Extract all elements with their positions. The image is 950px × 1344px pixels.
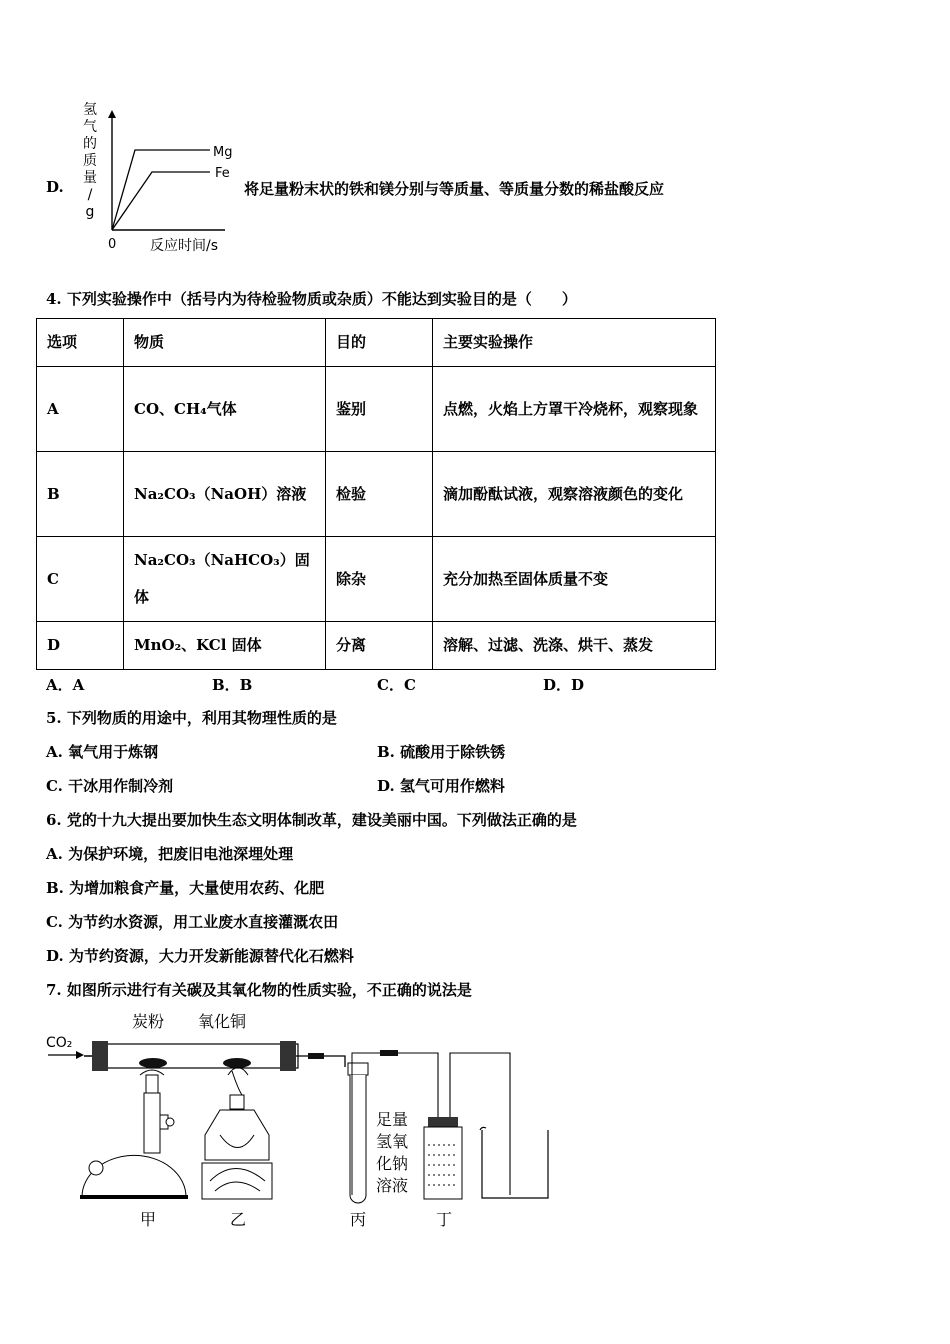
- chart-ylabel: [83, 102, 97, 220]
- carbon-powder: [139, 1058, 167, 1068]
- jia-label: 甲: [140, 1210, 157, 1229]
- series-fe-label: Fe: [215, 166, 230, 181]
- cuo-label: 氧化铜: [198, 1012, 247, 1031]
- q6-stem: 6. 党的十九大提出要加快生态文明体制改革，建设美丽中国。下列做法正确的是: [46, 811, 577, 829]
- operation-cell: 滴加酚酞试液，观察溶液颜色的变化: [433, 452, 716, 537]
- q6-option-b[interactable]: B. 为增加粮食产量，大量使用农药、化肥: [46, 879, 325, 897]
- chart-xlabel: 反应时间/s: [150, 238, 219, 254]
- y-axis-arrow: [108, 110, 116, 118]
- q4-table: [36, 318, 716, 670]
- q3d-text: 将足量粉末状的铁和镁分别与等质量、等质量分数的稀盐酸反应: [244, 180, 665, 198]
- yi-label: 乙: [230, 1210, 247, 1229]
- svg-text:化钠: 化钠: [376, 1154, 409, 1173]
- goal-cell: 分离: [326, 622, 433, 670]
- bing-label: 丙: [350, 1210, 367, 1229]
- q3d-label: D.: [46, 178, 64, 196]
- svg-text:溶液: 溶液: [376, 1176, 409, 1195]
- option-cell: B: [37, 452, 124, 537]
- operation-cell: 充分加热至固体质量不变: [433, 537, 716, 622]
- co2-label: CO₂: [46, 1035, 73, 1051]
- q6-option-c[interactable]: C. 为节约水资源，用工业废水直接灌溉农田: [46, 913, 339, 931]
- series-mg-label: Mg: [213, 145, 233, 160]
- chart-origin: 0: [108, 237, 117, 252]
- test-tube-bing: [348, 1057, 368, 1203]
- q5-option-c[interactable]: C. 干冰用作制冷剂: [46, 777, 174, 795]
- q6-option-a[interactable]: A. 为保护环境，把废旧电池深埋处理: [46, 845, 294, 863]
- lamp-yi: [202, 1068, 272, 1200]
- svg-text:氢气的质量/g: 氢气的质量/ g: [83, 102, 97, 220]
- beaker: [480, 1127, 548, 1198]
- goal-cell: 检验: [326, 452, 433, 537]
- q4-option-d[interactable]: D．D: [543, 676, 585, 694]
- ding-label: 丁: [436, 1210, 453, 1229]
- header-cell: 选项: [37, 319, 124, 367]
- q5-option-a[interactable]: A. 氧气用于炼钢: [46, 743, 159, 761]
- gas-arrow-head: [76, 1051, 84, 1059]
- option-cell: D: [37, 622, 124, 670]
- substance-cell: CO、CH₄气体: [124, 367, 326, 452]
- q4-option-c[interactable]: C．C: [377, 676, 416, 694]
- q4-option-a[interactable]: A．A: [46, 676, 85, 694]
- substance-cell: Na₂CO₃（NaHCO₃）固体: [124, 537, 326, 622]
- goal-cell: 除杂: [326, 537, 433, 622]
- gas-bottle-ding: [400, 1053, 510, 1199]
- operation-cell: 点燃，火焰上方罩干冷烧杯，观察现象: [433, 367, 716, 452]
- carbon-label: 炭粉: [132, 1012, 165, 1031]
- goal-cell: 鉴别: [326, 367, 433, 452]
- operation-cell: 溶解、过滤、洗涤、烘干、蒸发: [433, 622, 716, 670]
- svg-text:足量: 足量: [376, 1110, 409, 1129]
- header-cell: 目的: [326, 319, 433, 367]
- stopper-right: [280, 1041, 296, 1071]
- q5-stem: 5. 下列物质的用途中，利用其物理性质的是: [46, 709, 337, 727]
- series-mg-line: [112, 150, 210, 230]
- table-row: [37, 452, 716, 537]
- glass-tube: [98, 1044, 298, 1068]
- substance-cell: MnO₂、KCl 固体: [124, 622, 326, 670]
- burner-jia: [80, 1070, 188, 1199]
- table-header-row: [37, 319, 716, 367]
- q6-option-d[interactable]: D. 为节约资源，大力开发新能源替代化石燃料: [46, 947, 354, 965]
- cuo-powder: [223, 1058, 251, 1068]
- q7-apparatus-figure: [40, 1005, 570, 1235]
- table-row: [37, 622, 716, 670]
- stopper-left: [92, 1041, 108, 1071]
- q3d-chart: [60, 100, 250, 255]
- q7-stem: 7. 如图所示进行有关碳及其氧化物的性质实验，不正确的说法是: [46, 981, 472, 999]
- q4-stem: 4. 下列实验操作中（括号内为待检验物质或杂质）不能达到实验目的是（ ）: [46, 290, 577, 308]
- q5-option-b[interactable]: B. 硫酸用于除铁锈: [377, 743, 506, 761]
- header-cell: 主要实验操作: [433, 319, 716, 367]
- svg-text:氢氧: 氢氧: [376, 1132, 409, 1151]
- table-row: [37, 367, 716, 452]
- naoh-label-group: [376, 1110, 408, 1195]
- option-cell: C: [37, 537, 124, 622]
- substance-cell: Na₂CO₃（NaOH）溶液: [124, 452, 326, 537]
- table-row: [37, 537, 716, 622]
- q5-option-d[interactable]: D. 氢气可用作燃料: [377, 777, 505, 795]
- q4-option-b[interactable]: B．B: [212, 676, 253, 694]
- option-cell: A: [37, 367, 124, 452]
- header-cell: 物质: [124, 319, 326, 367]
